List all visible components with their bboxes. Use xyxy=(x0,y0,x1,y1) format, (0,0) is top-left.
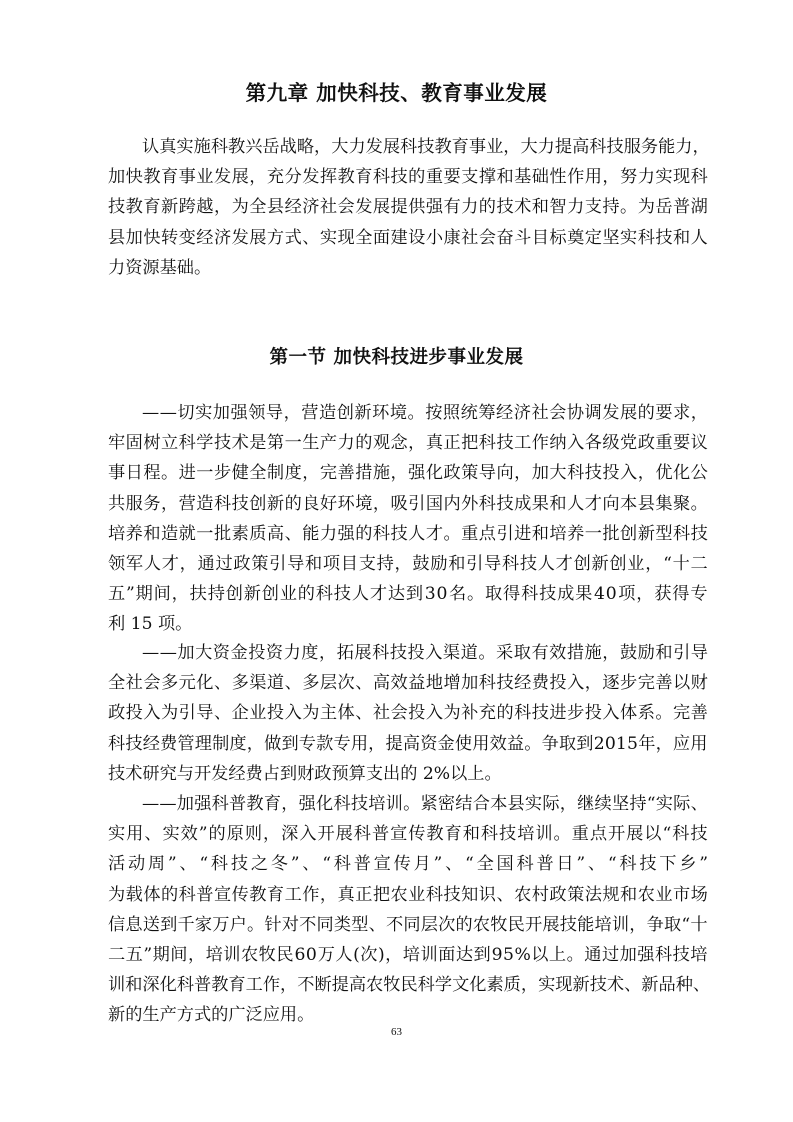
text-line: 牢 固 树 立 科 学 技 术 是 第 一 生 产 力 的 观 念 ， 真 正 把 科 技 工 作 纳 入 各 级 党 政 重 要 议 xyxy=(108,433,708,454)
text-line: 活 动 周 ” 、 “ 科 技 之 冬 ” 、 “ 科 普 宣 传 月 ” 、 “ 全 国 科 普 日 ” 、 “ 科 技 下 乡 ” xyxy=(108,854,708,875)
text-line: 加 快 教 育 事 业 发 展 ， 充 分 发 挥 教 育 科 技 的 重 要 支 撑 和 基 础 性 作 用 ， 努 力 实 现 科 xyxy=(108,167,708,188)
text-line: 政 投 入 为 引 导 、 企 业 投 入 为 主 体 、 社 会 投 入 为 补 充 的 科 技 进 步 投 入 体 系 。 完 善 xyxy=(108,703,708,724)
section-title: 第一节 加快科技进步事业发展 xyxy=(269,347,524,368)
text-line: 信 息 送 到 千 家 万 户 。 针 对 不 同 类 型 、 不 同 层 次 的 农 牧 民 开 展 技 能 培 训 ， 争 取 “ 十 xyxy=(108,914,708,935)
intro-paragraph xyxy=(108,132,708,283)
body-paragraph-funding xyxy=(108,638,708,789)
text-line: 为 载 体 的 科 普 宣 传 教 育 工 作 ， 真 正 把 农 业 科 技 知 识 、 农 村 政 策 法 规 和 农 业 市 场 xyxy=(108,884,708,905)
body-paragraph-science-education xyxy=(108,789,711,1031)
text-line: 技术研究与开发经费占到财政预算支出的 2%以上。 xyxy=(108,763,502,784)
text-line: 县 加 快 转 变 经 济 发 展 方 式 、 实 现 全 面 建 设 小 康 社 会 奋 斗 目 标 奠 定 坚 实 科 技 和 人 xyxy=(108,227,708,248)
text-line: 力资源基础。 xyxy=(108,257,212,278)
text-line: 实 用 、 实 效 ” 的 原 则 ， 深 入 开 展 科 普 宣 传 教 育 和 科 技 培 训 。 重 点 开 展 以 “ 科 技 xyxy=(108,824,708,845)
text-line: 训 和 深 化 科 普 教 育 工 作 ， 不 断 提 高 农 牧 民 科 学 文 化 素 质 ， 实 现 新 技 术 、 新 品 种 、 xyxy=(108,975,711,996)
text-line: 共 服 务 ， 营 造 科 技 创 新 的 良 好 环 境 ， 吸 引 国 内 外 科 技 成 果 和 人 才 向 本 县 集 聚 。 xyxy=(108,493,708,514)
text-line: 技 教 育 新 跨 越 ， 为 全 县 经 济 社 会 发 展 提 供 强 有 力 的 技 术 和 智 力 支 持 。 为 岳 普 湖 xyxy=(108,197,708,218)
text-line: 培 养 和 造 就 一 批 素 质 高 、 能 力 强 的 科 技 人 才 。 重 点 引 进 和 培 养 一 批 创 新 型 科 技 xyxy=(108,523,708,544)
text-line: 新的生产方式的广泛应用。 xyxy=(108,1005,315,1026)
text-line: 事 日 程 。 进 一 步 健 全 制 度 ， 完 善 措 施 ， 强 化 政 策 导 向 ， 加 大 科 技 投 入 ， 优 化 公 xyxy=(108,463,708,484)
text-line: 利 15 项。 xyxy=(108,614,193,635)
text-line: 领 军 人 才 ， 通 过 政 策 引 导 和 项 目 支 持 ， 鼓 励 和 引 导 科 技 人 才 创 新 创 业 ， “ 十 二 xyxy=(108,553,708,574)
chapter-title: 第九章 加快科技、教育事业发展 xyxy=(245,81,548,105)
text-line: — — 切 实 加 强 领 导 ， 营 造 创 新 环 境 。 按 照 统 筹 经 济 社 会 协 调 发 展 的 要 求 ， xyxy=(142,403,708,423)
text-line: 认 真 实 施 科 教 兴 岳 战 略 ， 大 力 发 展 科 技 教 育 事 业 ， 大 力 提 高 科 技 服 务 能 力 ， xyxy=(142,137,710,157)
text-line: 全 社 会 多 元 化 、 多 渠 道 、 多 层 次 、 高 效 益 地 增 加 科 技 经 费 投 入 ， 逐 步 完 善 以 财 xyxy=(108,673,708,694)
text-line: — — 加 强 科 普 教 育 ， 强 化 科 技 培 训 。 紧 密 结 合 本 县 实 际 ， 继 续 坚 持 “ 实 际 、 xyxy=(142,794,708,814)
text-line: — — 加 大 资 金 投 资 力 度 ， 拓 展 科 技 投 入 渠 道 。 采 取 有 效 措 施 ， 鼓 励 和 引 导 xyxy=(142,643,708,663)
body-paragraph-leadership xyxy=(108,398,708,640)
text-line: 科 技 经 费 管 理 制 度 ， 做 到 专 款 专 用 ， 提 高 资 金 使 用 效 益 。 争 取 到 2 0 1 5 年 ， 应 用 xyxy=(108,733,708,754)
text-line: 五 ” 期 间 ， 扶 持 创 新 创 业 的 科 技 人 才 达 到 3 0 名 。 取 得 科 技 成 果 4 0 项 ， 获 得 专 xyxy=(108,584,708,605)
text-line: 二 五 ” 期 间 ， 培 训 农 牧 民 6 0 万 人 ( 次 ) ， 培 训 面 达 到 9 5 % 以 上 。 通 过 加 强 科 技 培 xyxy=(108,944,708,965)
page-number: 63 xyxy=(391,1026,402,1038)
